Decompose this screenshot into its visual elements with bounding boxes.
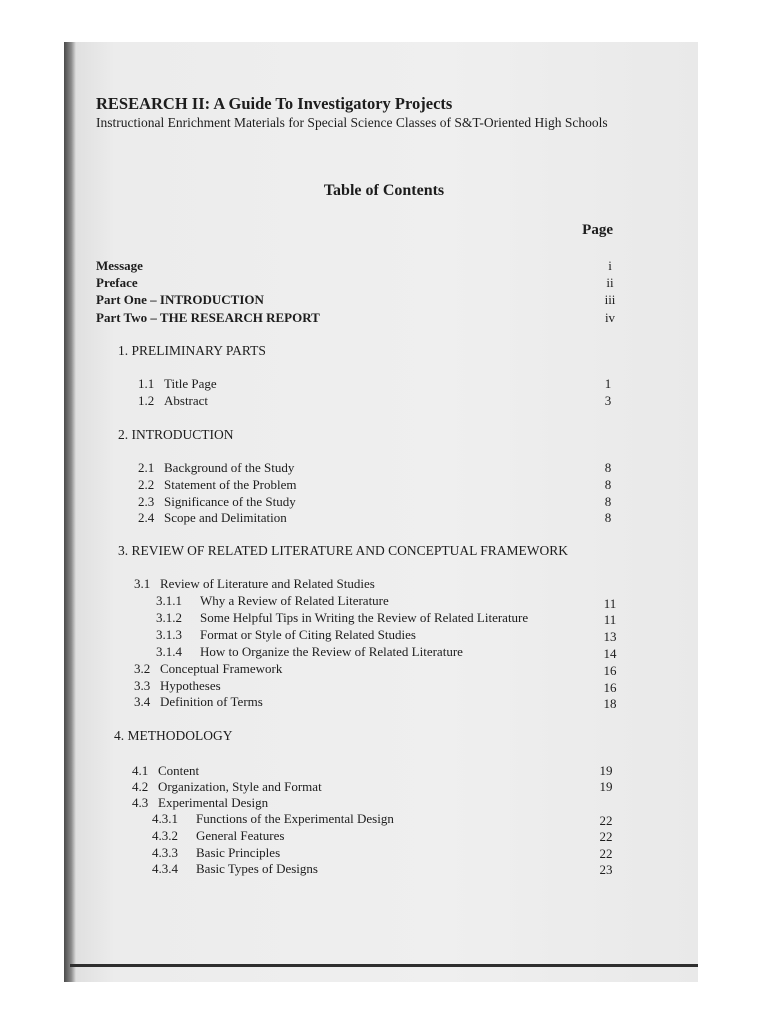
toc-item-page: 8	[604, 494, 612, 509]
document-title: RESEARCH II: A Guide To Investigatory Projects	[96, 94, 453, 113]
toc-item-num: 2.4	[138, 510, 155, 525]
toc-item-page: 18	[603, 696, 617, 711]
toc-item-label: Abstract	[164, 393, 209, 408]
toc-item-label: Definition of Terms	[160, 694, 263, 709]
toc-entry-preface: Preface	[96, 275, 138, 290]
toc-item-label: Hypotheses	[160, 678, 221, 693]
toc-item-page: 8	[604, 510, 612, 525]
toc-section-preliminary: 1. PRELIMINARY PARTS	[118, 343, 266, 358]
toc-item-num: 1.1	[138, 376, 155, 391]
toc-item-num: 4.3.3	[152, 845, 178, 860]
toc-item-num: 4.3.2	[152, 828, 178, 843]
toc-item-label: Functions of the Experimental Design	[196, 811, 394, 826]
toc-item-num: 2.3	[138, 494, 155, 509]
toc-page-part-two: iv	[604, 310, 616, 325]
document-subtitle: Instructional Enrichment Materials for Special Science Classes of S&T-Oriented High Schools	[96, 115, 608, 130]
toc-item-page: 8	[604, 477, 612, 492]
toc-item-label: Some Helpful Tips in Writing the Review of Related Literature	[200, 610, 529, 625]
toc-item-page: 11	[603, 596, 617, 611]
toc-item-num: 3.1	[134, 576, 151, 591]
toc-item-label: Basic Principles	[196, 845, 281, 860]
toc-item-label: Review of Literature and Related Studies	[160, 576, 375, 591]
toc-item-num: 4.2	[132, 779, 149, 794]
toc-item-label: Scope and Delimitation	[164, 510, 287, 525]
toc-item-num: 4.3.4	[152, 861, 178, 876]
toc-item-num: 3.1.4	[156, 644, 182, 659]
toc-item-num: 1.2	[138, 393, 155, 408]
toc-section-review: 3. REVIEW OF RELATED LITERATURE AND CONCEPTUAL FRAMEWORK	[118, 543, 568, 558]
toc-item-num: 4.3	[132, 795, 149, 810]
toc-item-label: Basic Types of Designs	[196, 861, 318, 876]
toc-item-label: Statement of the Problem	[164, 477, 297, 492]
toc-item-page: 1	[604, 376, 612, 391]
toc-item-page: 22	[599, 829, 613, 844]
toc-item-num: 2.2	[138, 477, 155, 492]
toc-item-label: Title Page	[164, 376, 217, 391]
toc-entry-message: Message	[96, 258, 143, 273]
toc-item-num: 3.1.3	[156, 627, 182, 642]
toc-section-methodology: 4. METHODOLOGY	[114, 728, 233, 743]
toc-item-page: 16	[603, 663, 617, 678]
toc-item-label: Organization, Style and Format	[158, 779, 322, 794]
toc-item-page: 3	[604, 393, 612, 408]
toc-page-part-one: iii	[604, 292, 616, 307]
toc-item-num: 3.2	[134, 661, 151, 676]
toc-page-message: i	[608, 258, 612, 273]
toc-item-page: 22	[599, 846, 613, 861]
toc-item-label: General Features	[196, 828, 285, 843]
toc-item-num: 4.1	[132, 763, 149, 778]
toc-item-page: 8	[604, 460, 612, 475]
toc-item-num: 3.3	[134, 678, 151, 693]
toc-item-page: 13	[603, 629, 617, 644]
toc-heading: Table of Contents	[323, 182, 445, 199]
toc-item-num: 4.3.1	[152, 811, 178, 826]
page-bottom-edge	[70, 964, 698, 967]
toc-item-page: 22	[599, 813, 613, 828]
toc-item-label: Content	[158, 763, 200, 778]
toc-item-page: 11	[603, 612, 617, 627]
toc-entry-part-one: Part One – INTRODUCTION	[96, 292, 264, 307]
toc-item-page: 19	[599, 779, 613, 794]
toc-entry-part-two: Part Two – THE RESEARCH REPORT	[96, 310, 320, 325]
toc-item-label: Format or Style of Citing Related Studies	[200, 627, 416, 642]
toc-item-label: Why a Review of Related Literature	[200, 593, 389, 608]
toc-item-page: 14	[603, 646, 617, 661]
toc-item-label: Conceptual Framework	[160, 661, 283, 676]
toc-item-label: Experimental Design	[158, 795, 269, 810]
toc-item-num: 3.4	[134, 694, 151, 709]
page-column-label: Page	[582, 222, 613, 238]
toc-page-preface: ii	[606, 275, 614, 290]
toc-item-label: Significance of the Study	[164, 494, 296, 509]
toc-item-label: How to Organize the Review of Related Literature	[200, 644, 463, 659]
toc-item-page: 23	[599, 862, 613, 877]
toc-item-label: Background of the Study	[164, 460, 295, 475]
toc-section-introduction: 2. INTRODUCTION	[118, 427, 234, 442]
toc-item-num: 3.1.2	[156, 610, 182, 625]
toc-item-page: 16	[603, 680, 617, 695]
toc-item-num: 3.1.1	[156, 593, 182, 608]
toc-item-num: 2.1	[138, 460, 155, 475]
toc-item-page: 19	[599, 763, 613, 778]
